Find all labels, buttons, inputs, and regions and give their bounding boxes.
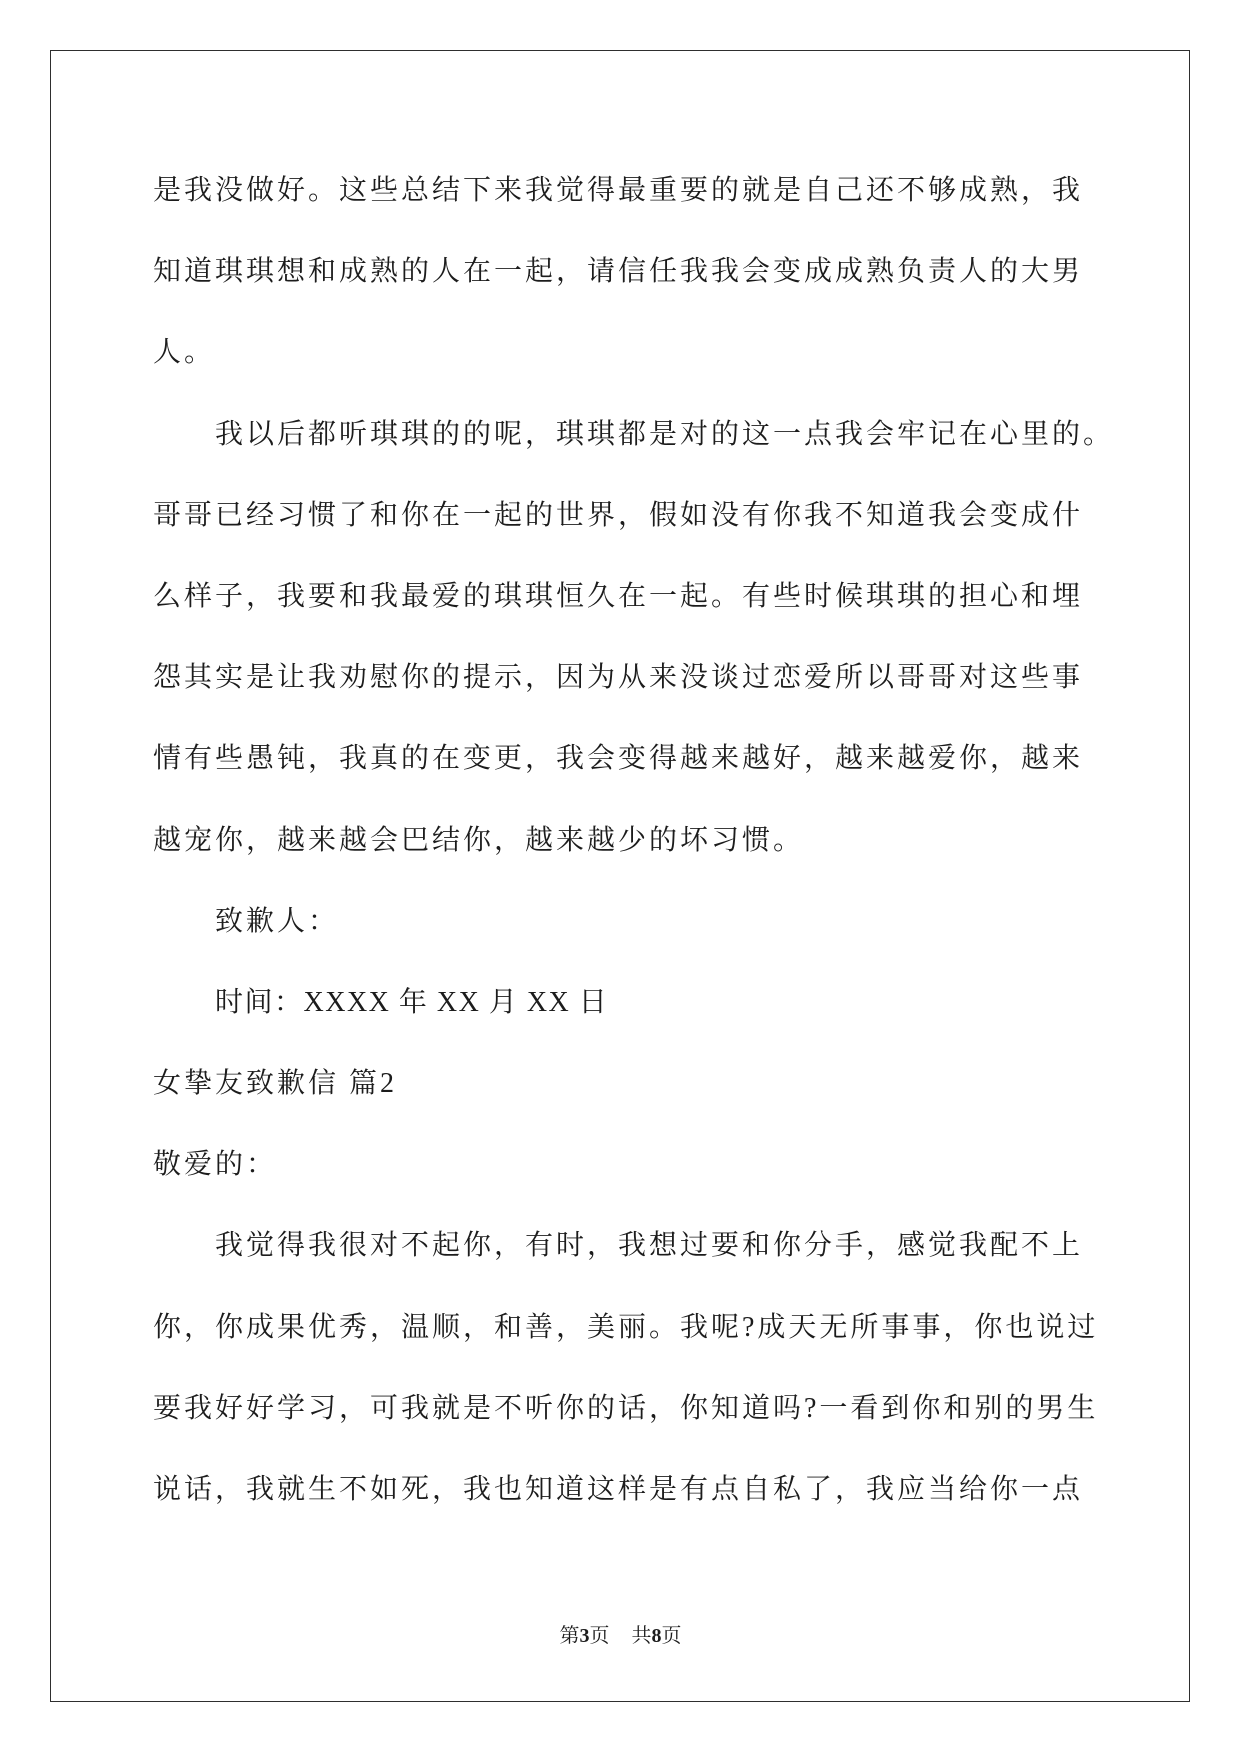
current-page-prefix: 第 (559, 1625, 580, 1647)
letter-heading: 女挚友致歉信 篇2 (153, 1068, 398, 1100)
total-pages-suffix: 页 (661, 1625, 682, 1647)
paragraph-line: 越宠你，越来越会巴结你，越来越少的坏习惯。 (153, 824, 805, 856)
total-pages-number: 8 (651, 1625, 662, 1647)
salutation: 敬爱的： (153, 1149, 278, 1181)
page-footer (0, 1624, 1241, 1648)
paragraph-line: 你，你成果优秀，温顺，和善，美丽。我呢?成天无所事事，你也说过 (153, 1311, 1099, 1343)
paragraph-line: 人。 (153, 337, 216, 369)
paragraph-line: 我觉得我很对不起你，有时，我想过要和你分手，感觉我配不上 (215, 1230, 1084, 1262)
document-body (153, 150, 1133, 1530)
signer-label: 致歉人： (215, 905, 340, 937)
paragraph-line: 知道琪琪想和成熟的人在一起，请信任我我会变成成熟负责人的大男 (153, 256, 1084, 288)
paragraph (153, 394, 1133, 881)
paragraph-continued (153, 150, 1133, 394)
paragraph-line: 怨其实是让我劝慰你的提示，因为从来没谈过恋爱所以哥哥对这些事 (153, 662, 1084, 694)
total-pages-indicator (632, 1625, 682, 1647)
total-pages-prefix: 共 (631, 1625, 652, 1647)
current-page-indicator (560, 1625, 610, 1647)
paragraph-line: 情有些愚钝，我真的在变更，我会变得越来越好，越来越爱你，越来 (153, 743, 1084, 775)
date-line: 时间：XXXX 年 XX 月 XX 日 (215, 986, 609, 1018)
current-page-number: 3 (579, 1625, 590, 1647)
paragraph-line: 我以后都听琪琪的的呢，琪琪都是对的这一点我会牢记在心里的。 (215, 418, 1115, 450)
paragraph-line: 么样子，我要和我最爱的琪琪恒久在一起。有些时候琪琪的担心和埋 (153, 580, 1084, 612)
paragraph (153, 1205, 1133, 1530)
paragraph-line: 要我好好学习，可我就是不听你的话，你知道吗?一看到你和别的男生 (153, 1392, 1099, 1424)
current-page-suffix: 页 (589, 1625, 610, 1647)
paragraph-line: 是我没做好。这些总结下来我觉得最重要的就是自己还不够成熟，我 (153, 175, 1084, 206)
paragraph-line: 说话，我就生不如死，我也知道这样是有点自私了，我应当给你一点 (153, 1474, 1084, 1505)
paragraph-line: 哥哥已经习惯了和你在一起的世界，假如没有你我不知道我会变成什 (153, 499, 1084, 531)
